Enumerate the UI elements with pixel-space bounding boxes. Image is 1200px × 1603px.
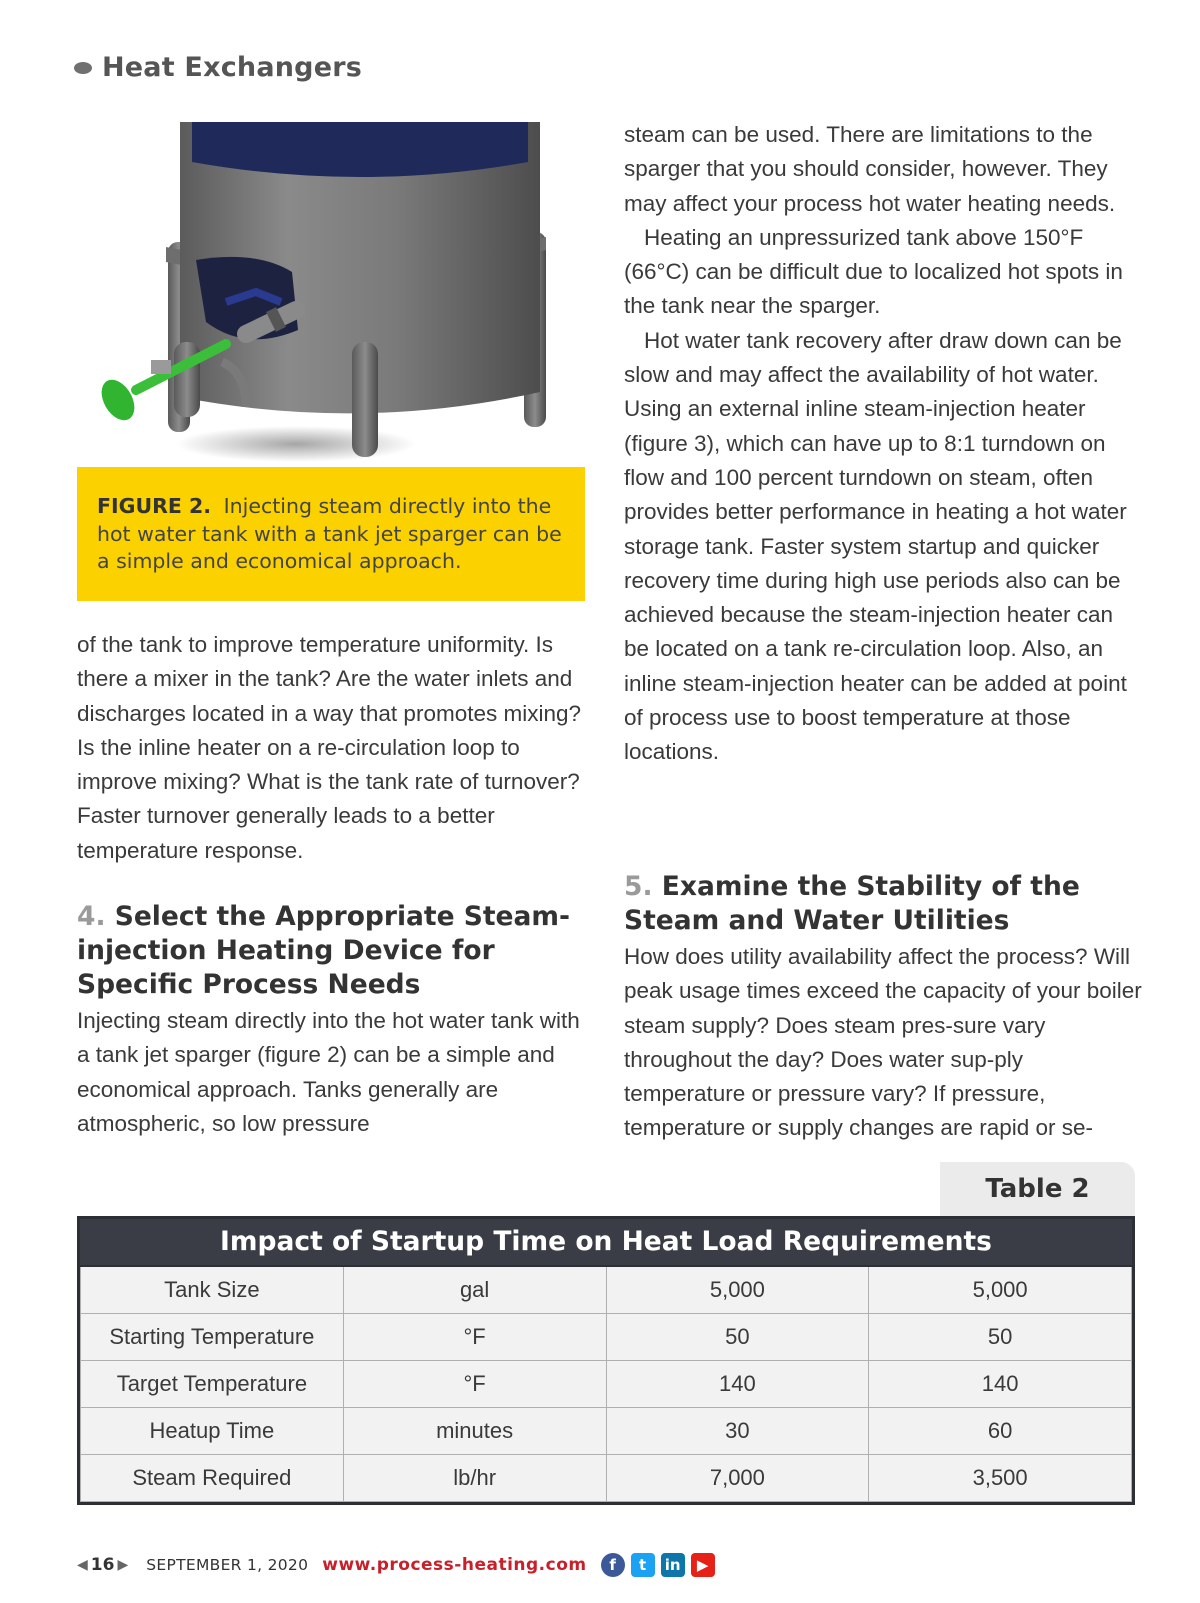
linkedin-icon[interactable]: in [661,1553,685,1577]
right-paragraph-2: Heating an unpressurized tank above 150°F (66°C) can be difficult due to localized hot spots in the tank near the sparger. [624,224,1123,319]
tank-sparger-illustration [96,122,576,467]
page-next-icon: ▶ [117,1557,129,1573]
issue-date: SEPTEMBER 1, 2020 [146,1556,309,1574]
heading-text: Select the Appropriate Steam-injection Heating Device for Specific Process Needs [77,901,571,1000]
heading-number: 4. [77,901,106,932]
figure-label: FIGURE 2. [97,494,212,518]
facebook-icon[interactable]: f [601,1553,625,1577]
table-row [81,1361,1132,1408]
website-link[interactable]: www.process-heating.com [322,1555,587,1575]
page-footer [77,1553,721,1577]
section-title: Heat Exchangers [102,52,362,83]
tank-leg [352,342,378,457]
tank-leg [174,342,200,417]
page-number: 16 [90,1555,115,1575]
sparger-handle [96,374,141,426]
bullet-icon [74,62,92,74]
table-cell: 3,500 [869,1455,1132,1502]
table-title: Impact of Startup Time on Heat Load Requirements [80,1219,1132,1265]
tank-illustration-svg [96,122,576,467]
table-cell: 140 [606,1361,869,1408]
left-column-top [77,628,587,868]
right-paragraph-4: How does utility availability affect the process? Will peak usage times exceed the capacity of your boiler steam supply? Does steam pres-sure vary throughout the day? Does water sup-ply temperature or pressure vary? If pressure, temperature or supply changes are rapid or se- [624,944,1142,1141]
figure-caption [77,467,585,601]
table-cell: 7,000 [606,1455,869,1502]
right-paragraph-3: Hot water tank recovery after draw down can be slow and may affect the availability of hot water. Using an external inline steam-injection heater (figure 3), which can have up to 8:1 turndown on flow and 100 percent turndown on steam, often provides better performance in heating a hot water storage tank. Faster system startup and quicker recovery time during high use periods also can be achieved because the steam-injection heater can be located on a tank re-circulation loop. Also, an inline steam-injection heater can be added at point of process use to boost temperature at those locations. [624,327,1127,765]
twitter-icon[interactable]: t [631,1553,655,1577]
section-5-heading [624,870,1144,938]
left-paragraph-1: of the tank to improve temperature uniformity. Is there a mixer in the tank? Are the water inlets and discharges located in a way that promotes mixing? Is the inline heater on a re-circulation loop to improve mixing? What is the tank rate of turnover? Faster turnover generally leads to a better temperature response. [77,632,582,863]
heading-text: Examine the Stability of the Steam and Water Utilities [624,871,1080,936]
section-header [74,52,362,83]
right-paragraph-1: steam can be used. There are limitations to the sparger that you should consider, however. They may affect your process hot water heating needs. [624,122,1116,216]
table-cell: 50 [869,1314,1132,1361]
table-cell: 5,000 [869,1266,1132,1314]
heading-number: 5. [624,871,653,902]
right-column-bottom [624,870,1144,1146]
tank-interior [192,122,528,177]
figure-caption-text: Injecting steam directly into the hot water tank with a tank jet sparger can be a simple and economical approach. [97,494,562,573]
social-links [601,1553,721,1577]
table-row [81,1408,1132,1455]
table-cell: °F [343,1361,606,1408]
table-cell: lb/hr [343,1455,606,1502]
table-cell: gal [343,1266,606,1314]
table-cell: 140 [869,1361,1132,1408]
table-cell: 60 [869,1408,1132,1455]
table-row [81,1266,1132,1314]
startup-time-table [77,1216,1135,1505]
table-cell: 5,000 [606,1266,869,1314]
table-cell: 30 [606,1408,869,1455]
left-column-bottom [77,900,587,1141]
table-cell: Target Temperature [81,1361,344,1408]
table-cell: Steam Required [81,1455,344,1502]
right-column-top [624,118,1144,770]
page-prev-icon: ◀ [77,1557,88,1573]
table-cell: Heatup Time [81,1408,344,1455]
table-cell: Tank Size [81,1266,344,1314]
table-grid [80,1265,1132,1502]
table-row [81,1314,1132,1361]
table-cell: Starting Temperature [81,1314,344,1361]
table-cell: °F [343,1314,606,1361]
table-cell: minutes [343,1408,606,1455]
section-4-heading [77,900,587,1002]
table-cell: 50 [606,1314,869,1361]
floor-shadow [176,426,416,462]
table-row [81,1455,1132,1502]
table-tab-label: Table 2 [940,1162,1135,1216]
youtube-icon[interactable]: ▶ [691,1553,715,1577]
left-paragraph-2: Injecting steam directly into the hot water tank with a tank jet sparger (figure 2) can be a simple and economical approach. Tanks generally are atmospheric, so low pressure [77,1008,580,1136]
